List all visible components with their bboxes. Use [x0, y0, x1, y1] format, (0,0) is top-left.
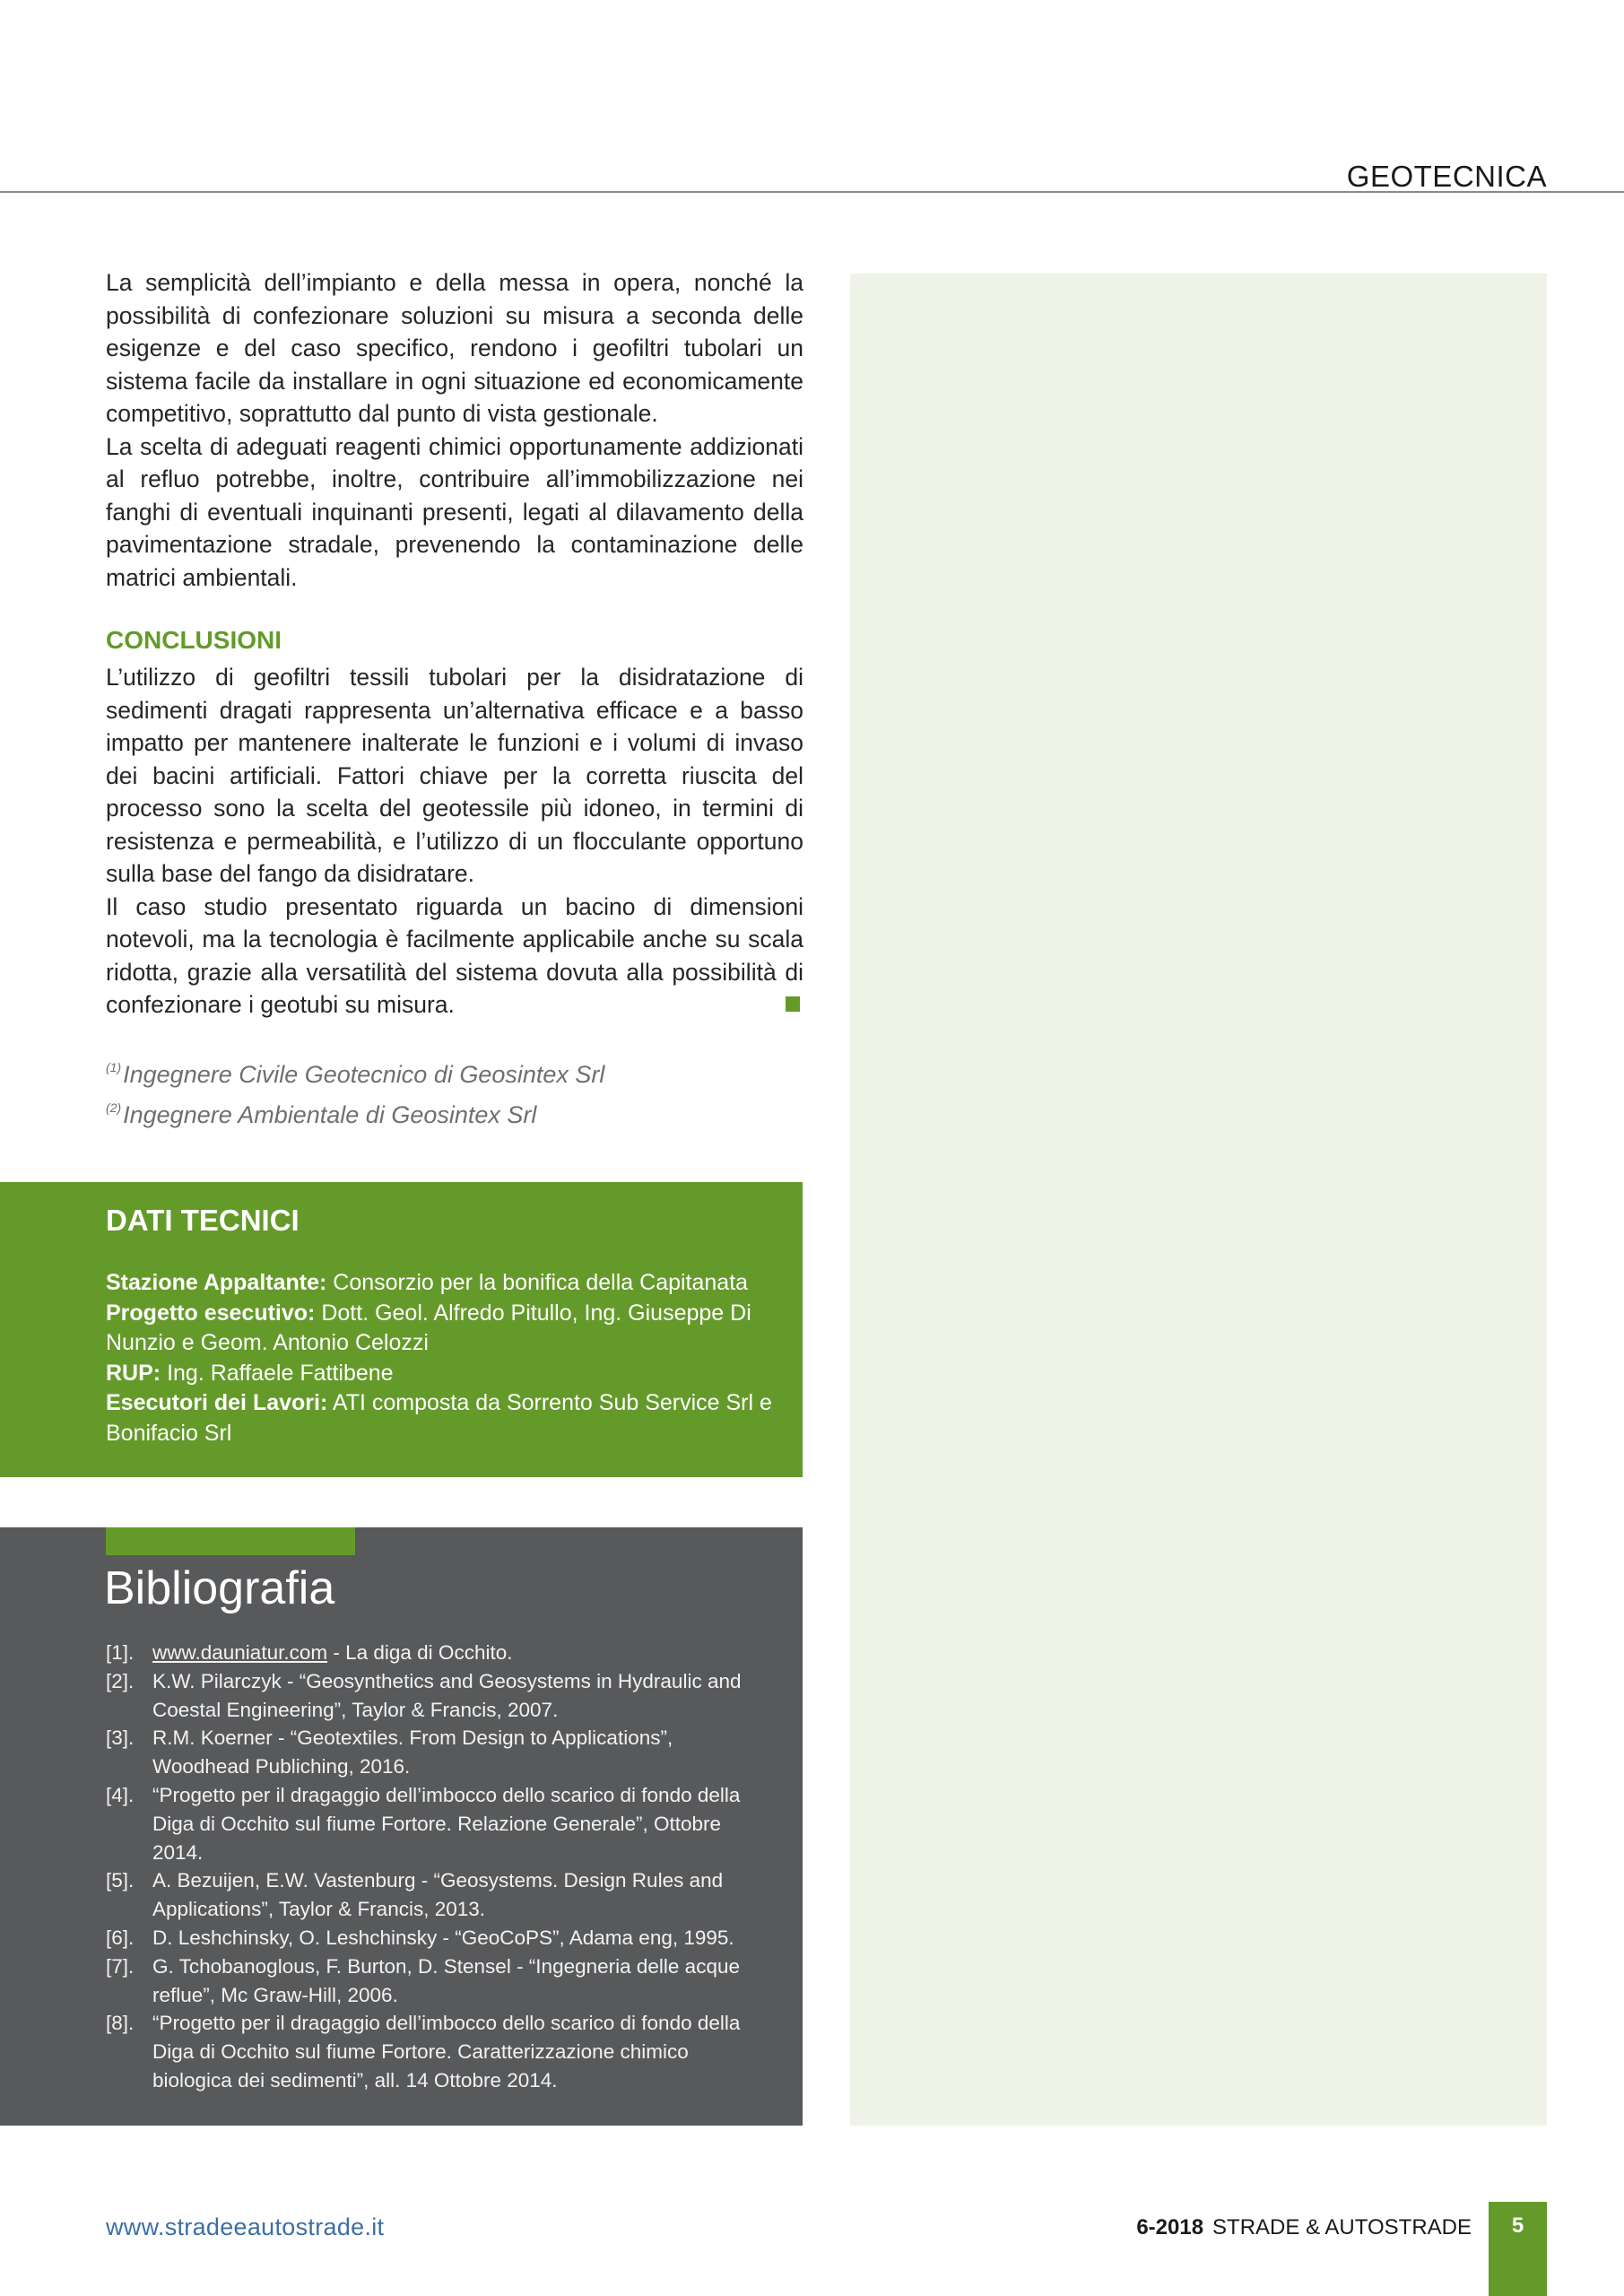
bibliography-item: [106, 1952, 769, 2010]
reference-number: [3].: [106, 1726, 135, 1750]
bibliography-item: [106, 1667, 769, 1725]
reference-text: “Progetto per il dragaggio dell’imbocco dello scarico di fondo della Diga di Occhito sul fiume Fortore. Caratterizzazione chimico biologica dei sedimenti”, all. 14 Ottobre 2014.: [152, 2012, 741, 2092]
technical-data-item: [106, 1388, 787, 1448]
item-label: RUP:: [106, 1360, 161, 1386]
magazine-name: STRADE & AUTOSTRADE: [1212, 2215, 1472, 2239]
item-label: Stazione Appaltante:: [106, 1270, 327, 1295]
technical-data-item: [106, 1268, 787, 1299]
item-label: Progetto esecutivo:: [106, 1300, 316, 1326]
footer-website-link[interactable]: www.stradeeautostrade.it: [106, 2213, 385, 2240]
bibliography-item: [106, 1781, 769, 1866]
footnote: [106, 1091, 604, 1132]
bibliography-item: [106, 1724, 769, 1781]
reference-text: R.M. Koerner - “Geotextiles. From Design to Applications”, Woodhead Publiching, 2016.: [152, 1726, 673, 1779]
technical-data-item: [106, 1299, 787, 1359]
reference-text: D. Leshchinsky, O. Leshchinsky - “GeoCoPS”, Adama eng, 1995.: [152, 1926, 734, 1949]
paragraph: L’utilizzo di geofiltri tessili tubolari per la disidratazione di sedimenti dragati rappresenta un’alternativa efficace e a basso impatto per mantenere inalterate le funzioni e i volumi di invaso dei bacini artificiali. Fattori chiave per la corretta riuscita del processo sono la scelta del geotessile più idoneo, in termini di resistenza e permeabilità, e l’utilizzo di un flocculante opportuno sulla base del fango da disidratare.: [106, 664, 803, 887]
reference-text: K.W. Pilarczyk - “Geosynthetics and Geosystems in Hydraulic and Coestal Engineering”, Taylor & Francis, 2007.: [152, 1669, 742, 1721]
author-footnotes: [106, 1051, 604, 1132]
technical-data-title: DATI TECNICI: [106, 1204, 300, 1237]
footnote: [106, 1051, 604, 1091]
bibliography-accent-bar: [106, 1527, 355, 1555]
body-text-conclusions: [106, 661, 803, 1022]
item-value: Consorzio per la bonifica della Capitanata: [333, 1270, 749, 1295]
bibliography-title: Bibliografia: [104, 1562, 335, 1614]
conclusions-heading: CONCLUSIONI: [106, 626, 282, 654]
page-number: 5: [1511, 2213, 1524, 2238]
bibliography-item: [106, 1866, 769, 1924]
body-text-intro: [106, 266, 803, 594]
page-number-box: [1489, 2202, 1547, 2296]
item-value: ATI composta da Sorrento Sub Service Srl e Bonifacio Srl: [106, 1390, 772, 1446]
reference-text: G. Tchobanoglous, F. Burton, D. Stensel - “Ingegneria delle acque reflue”, Mc Graw-Hill, 2006.: [152, 1954, 740, 2006]
reference-number: [5].: [106, 1869, 135, 1892]
bibliography-list: [106, 1639, 769, 2095]
bibliography-item: [106, 1924, 769, 1952]
technical-data-list: [106, 1268, 787, 1448]
item-label: Esecutori dei Lavori:: [106, 1390, 328, 1415]
paragraph: Il caso studio presentato riguarda un bacino di dimensioni notevoli, ma la tecnologia è facilmente applicabile anche su scala ridotta, grazie alla versatilità del sistema dovuta alla possibilità di confezionare i geotubi su misura.: [106, 892, 803, 1018]
bibliography-item: [106, 1639, 769, 1667]
reference-number: [2].: [106, 1669, 135, 1692]
footnote-text: Ingegnere Ambientale di Geosintex Srl: [123, 1101, 537, 1128]
footnote-marker: (1): [106, 1060, 122, 1074]
issue-number: 6-2018: [1136, 2215, 1204, 2239]
footer-issue-info: [1136, 2215, 1472, 2240]
bibliography-box: [0, 1527, 803, 2126]
reference-text: “Progetto per il dragaggio dell’imbocco dello scarico di fondo della Diga di Occhito sul fiume Fortore. Relazione Generale”, Ottobre 2014.: [152, 1783, 741, 1864]
reference-number: [1].: [106, 1641, 135, 1664]
footnote-marker: (2): [106, 1100, 122, 1115]
reference-number: [8].: [106, 2012, 135, 2035]
section-label: GEOTECNICA: [1346, 160, 1547, 193]
technical-data-item: [106, 1359, 787, 1389]
footnote-text: Ingegnere Civile Geotecnico di Geosintex Srl: [123, 1061, 605, 1088]
article-end-square-icon: [786, 996, 800, 1012]
technical-data-box: [0, 1182, 803, 1477]
image-placeholder-panel: [850, 274, 1547, 2126]
paragraph: La semplicità dell’impianto e della messa in opera, nonché la possibilità di confezionare soluzioni su misura a seconda delle esigenze e del caso specifico, rendono i geofiltri tubolari un sistema facile da installare in ogni situazione ed economicamente competitivo, soprattutto dal punto di vista gestionale.: [106, 269, 803, 427]
reference-number: [7].: [106, 1954, 135, 1978]
reference-text: A. Bezuijen, E.W. Vastenburg - “Geosystems. Design Rules and Applications”, Taylor & Francis, 2013.: [152, 1869, 724, 1921]
reference-number: [6].: [106, 1926, 135, 1949]
reference-link[interactable]: www.dauniatur.com: [152, 1641, 328, 1664]
paragraph: La scelta di adeguati reagenti chimici opportunamente addizionati al refluo potrebbe, inoltre, contribuire all’immobilizzazione nei fanghi di eventuali inquinanti presenti, legati al dilavamento della pavimentazione stradale, prevenendo la contaminazione delle matrici ambientali.: [106, 432, 803, 591]
reference-text: - La diga di Occhito.: [327, 1641, 513, 1664]
item-value: Ing. Raffaele Fattibene: [167, 1360, 394, 1386]
bibliography-item: [106, 2009, 769, 2094]
item-value: Dott. Geol. Alfredo Pitullo, Ing. Giuseppe Di Nunzio e Geom. Antonio Celozzi: [106, 1300, 751, 1355]
reference-number: [4].: [106, 1783, 135, 1806]
